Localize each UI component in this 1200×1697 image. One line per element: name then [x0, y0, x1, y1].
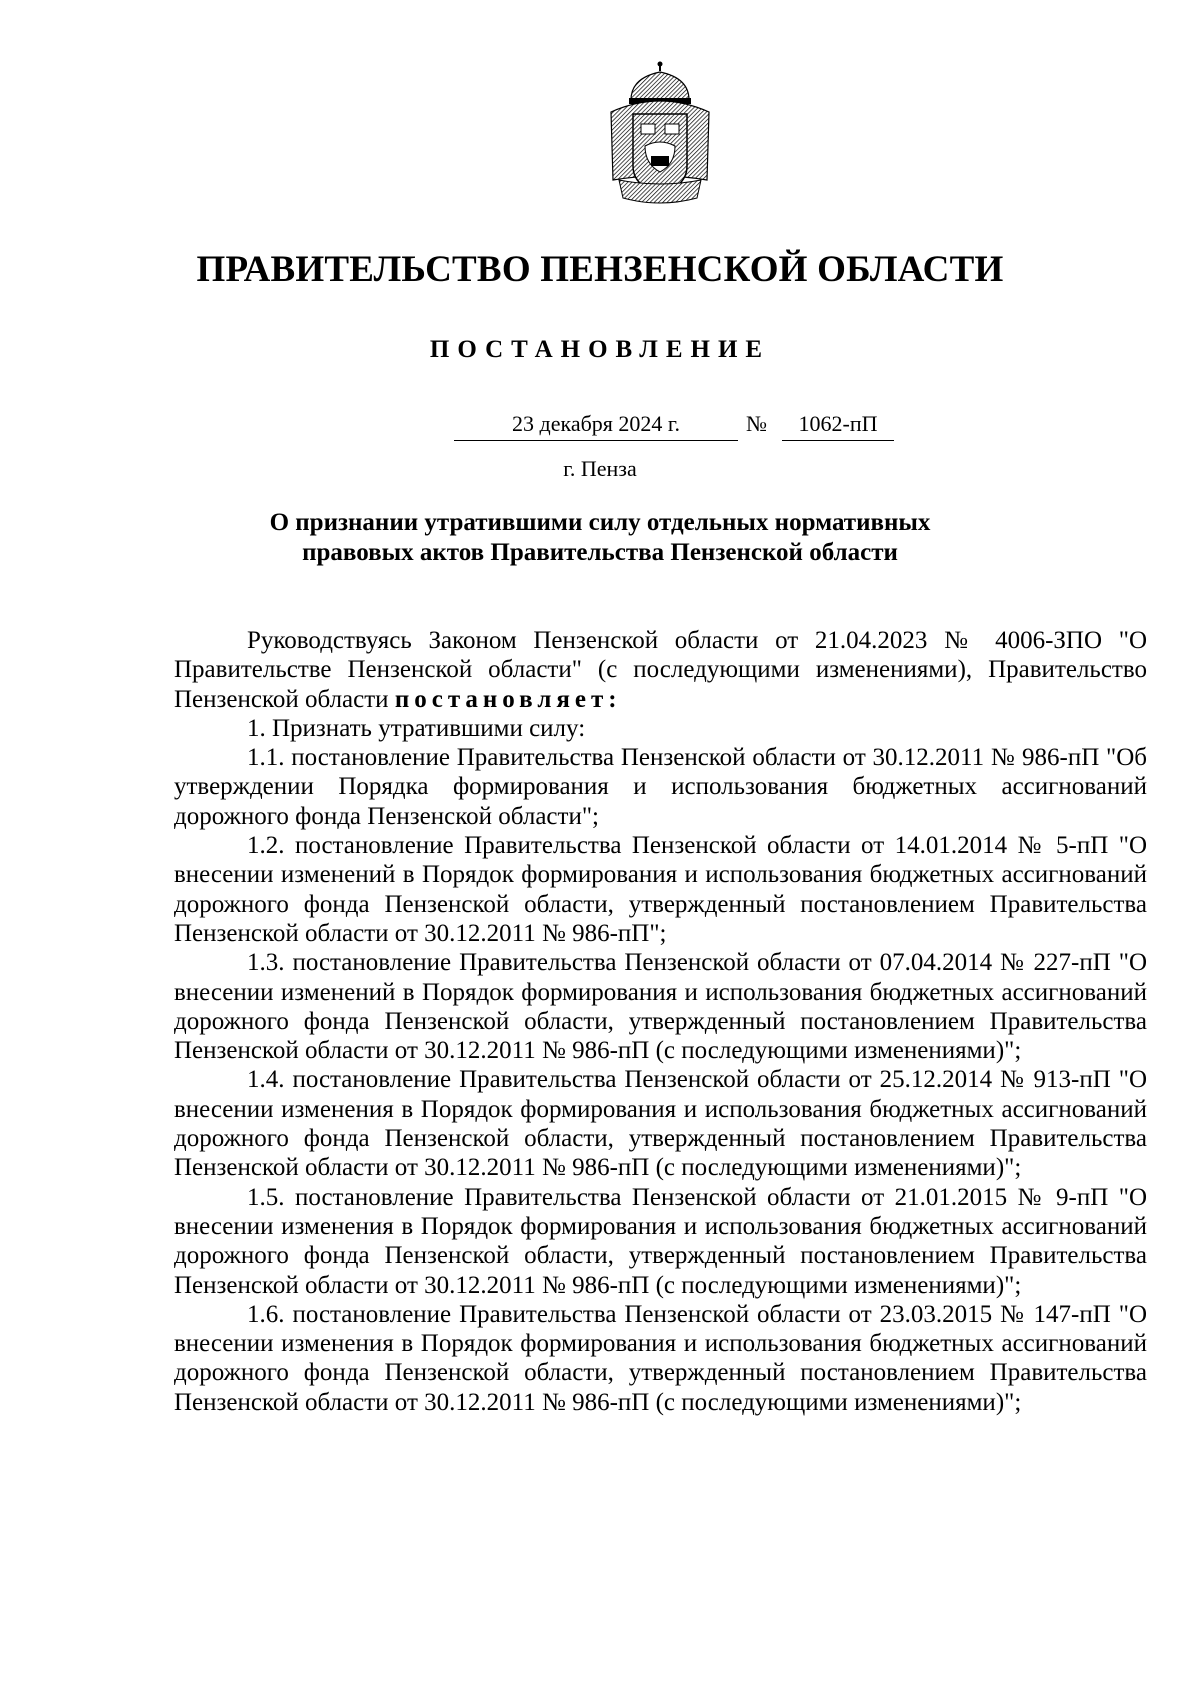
- subject-line: правовых актов Правительства Пензенской области: [302, 539, 898, 566]
- document-type-title: ПОСТАНОВЛЕНИЕ: [429, 336, 771, 363]
- clause-paragraph: 1.3. постановление Правительства Пензенской области от 07.04.2014 № 227-пП "О внесении изменений в Порядок формирования и использования бюджетных ассигнований дорожного фонда Пензенской области, утвержденный постановлением Правительства Пензенской области от 30.12.2011 № 986-пП (с последующими изменениями)";: [174, 949, 1147, 1065]
- government-title: ПРАВИТЕЛЬСТВО ПЕНЗЕНСКОЙ ОБЛАСТИ: [196, 249, 1004, 290]
- document-date: 23 декабря 2024 г.: [454, 411, 738, 441]
- clause-paragraph: 1.2. постановление Правительства Пензенской области от 14.01.2014 № 5-пП "О внесении изменений в Порядок формирования и использования бюджетных ассигнований дорожного фонда Пензенской области, утвержденный постановлением Правительства Пензенской области от 30.12.2011 № 986-пП";: [174, 832, 1147, 947]
- clause-paragraph: 1.4. постановление Правительства Пензенской области от 25.12.2014 № 913-пП "О внесении изменения в Порядок формирования и использования бюджетных ассигнований дорожного фонда Пензенской области, утвержденный постановлением Правительства Пензенской области от 30.12.2011 № 986-пП (с последующими изменениями)";: [174, 1066, 1147, 1182]
- number-sign: №: [746, 411, 767, 436]
- clause-paragraph: 1.5. постановление Правительства Пензенской области от 21.01.2015 № 9-пП "О внесении изменения в Порядок формирования и использования бюджетных ассигнований дорожного фонда Пензенской области, утвержденный постановлением Правительства Пензенской области от 30.12.2011 № 986-пП (с последующими изменениями)";: [174, 1183, 1147, 1299]
- subject-line: О признании утратившими силу отдельных нормативных: [269, 509, 931, 536]
- document-body: [174, 626, 1147, 1417]
- clause-paragraph: 1.6. постановление Правительства Пензенской области от 23.03.2015 № 147-пП "О внесении изменения в Порядок формирования и использования бюджетных ассигнований дорожного фонда Пензенской области, утвержденный постановлением Правительства Пензенской области от 30.12.2011 № 986-пП (с последующими изменениями)";: [174, 1300, 1147, 1416]
- preamble-paragraph: [174, 626, 1147, 714]
- document-meta-row: [0, 411, 1200, 445]
- document-city: г. Пенза: [563, 456, 637, 481]
- penza-region-coat-of-arms-icon: [601, 60, 719, 210]
- preamble-text: Руководствуясь Законом Пензенской области от 21.04.2023 № 4006-ЗПО "О Правительстве Пензенской области" (с последующими изменениями), Правительство Пензенской области: [174, 627, 1147, 713]
- clause-paragraph: 1.1. постановление Правительства Пензенской области от 30.12.2011 № 986-пП "Об утверждении Порядка формирования и использования бюджетных ассигнований дорожного фонда Пензенской области";: [174, 744, 1147, 830]
- clause-paragraph: 1. Признать утратившими силу:: [247, 714, 586, 742]
- document-number: 1062-пП: [782, 411, 894, 441]
- document-subject: [0, 508, 1200, 568]
- resolves-keyword: постановляет:: [394, 685, 622, 713]
